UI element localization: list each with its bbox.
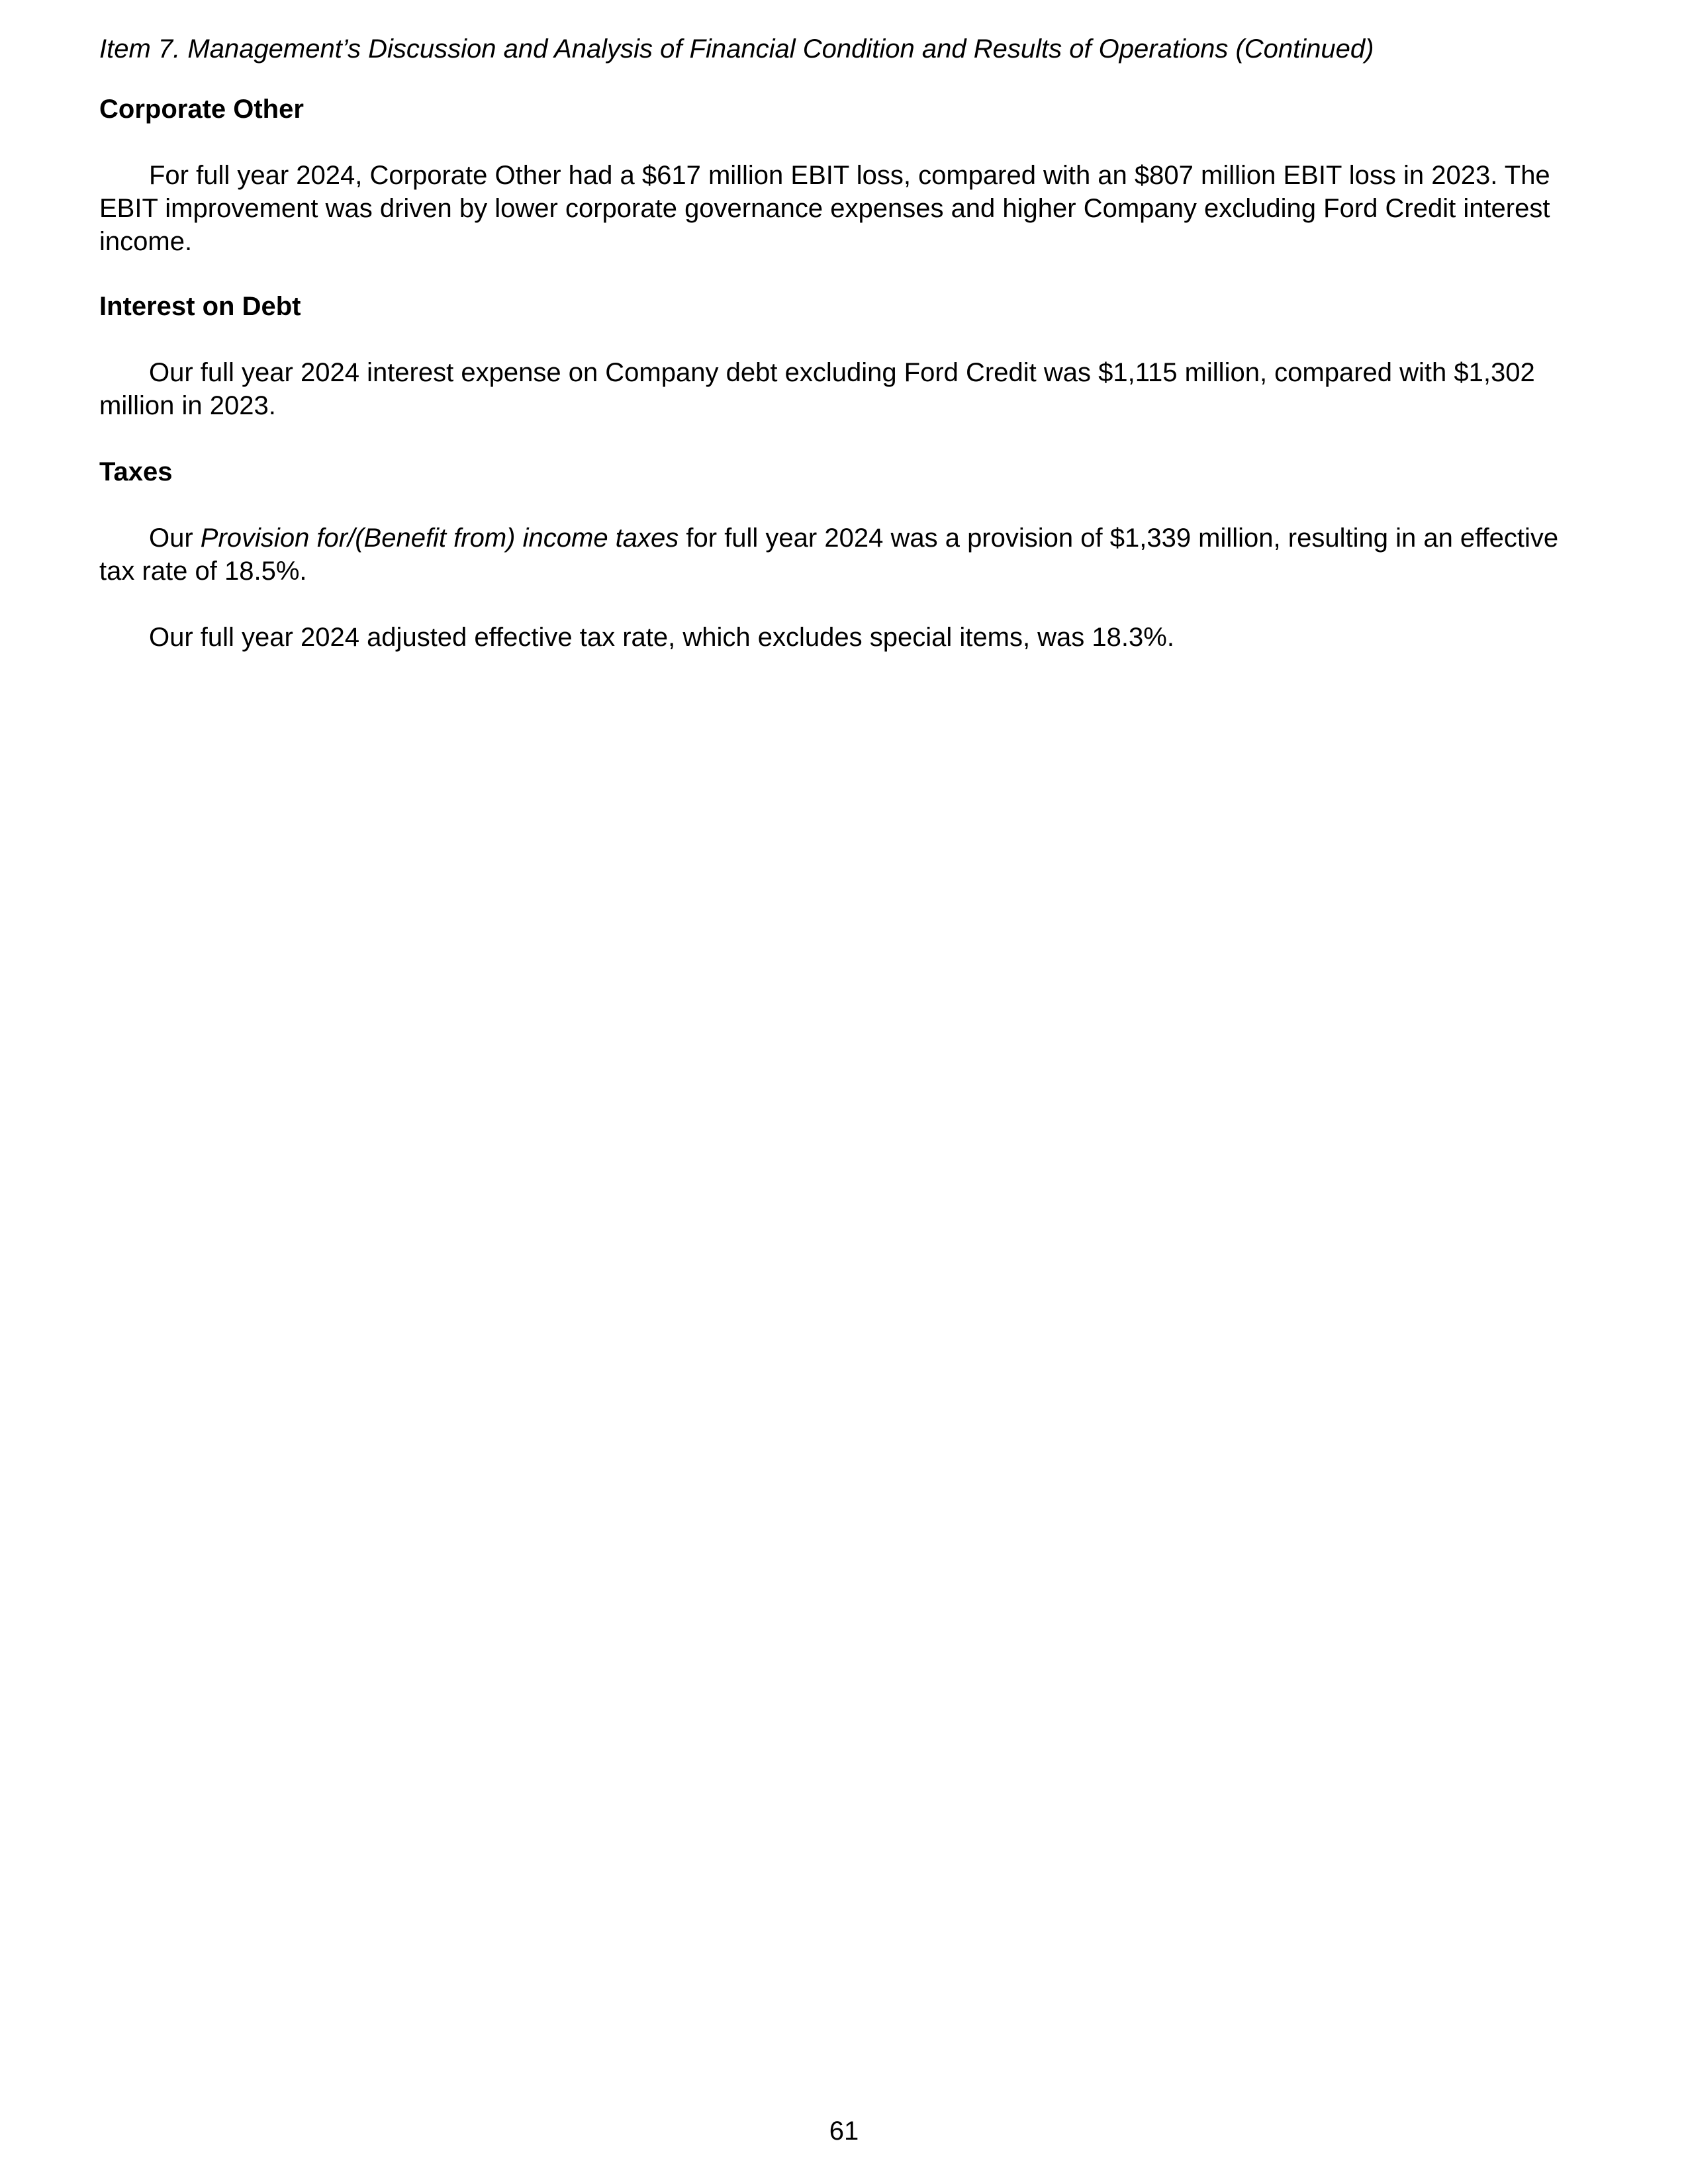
paragraph-interest-on-debt [99,356,1589,422]
document-page [99,0,1589,2184]
paragraph-italic-term: Provision for/(Benefit from) income taxes [200,523,679,553]
paragraph-taxes-provision [99,522,1589,588]
page-number: 61 [829,2116,859,2146]
section-heading-corporate-other: Corporate Other [99,95,304,124]
paragraph-text: Our full year 2024 adjusted effective tax rate, which excludes special items, was 18.3%. [149,623,1174,652]
page-header: Item 7. Management’s Discussion and Analysis of Financial Condition and Results of Operations (Continued) [99,34,1374,64]
paragraph-text: For full year 2024, Corporate Other had a $617 million EBIT loss, compared with an $807 million EBIT loss in 2023. The EBIT improvement was driven by lower corporate governance expenses and higher Company excluding Ford Credit interest income. [99,161,1550,256]
section-heading-taxes: Taxes [99,457,173,486]
section-heading-interest-on-debt: Interest on Debt [99,292,301,321]
paragraph-taxes-adjusted-rate [99,621,1589,654]
paragraph-text: Our [149,523,201,553]
paragraph-corporate-other [99,159,1589,258]
paragraph-text: for full year 2024 was a provision of $1,339 million, resulting in an effective tax rate of 18.5%. [99,523,1559,586]
paragraph-text: Our full year 2024 interest expense on Company debt excluding Ford Credit was $1,115 million, compared with $1,302 million in 2023. [99,358,1535,420]
